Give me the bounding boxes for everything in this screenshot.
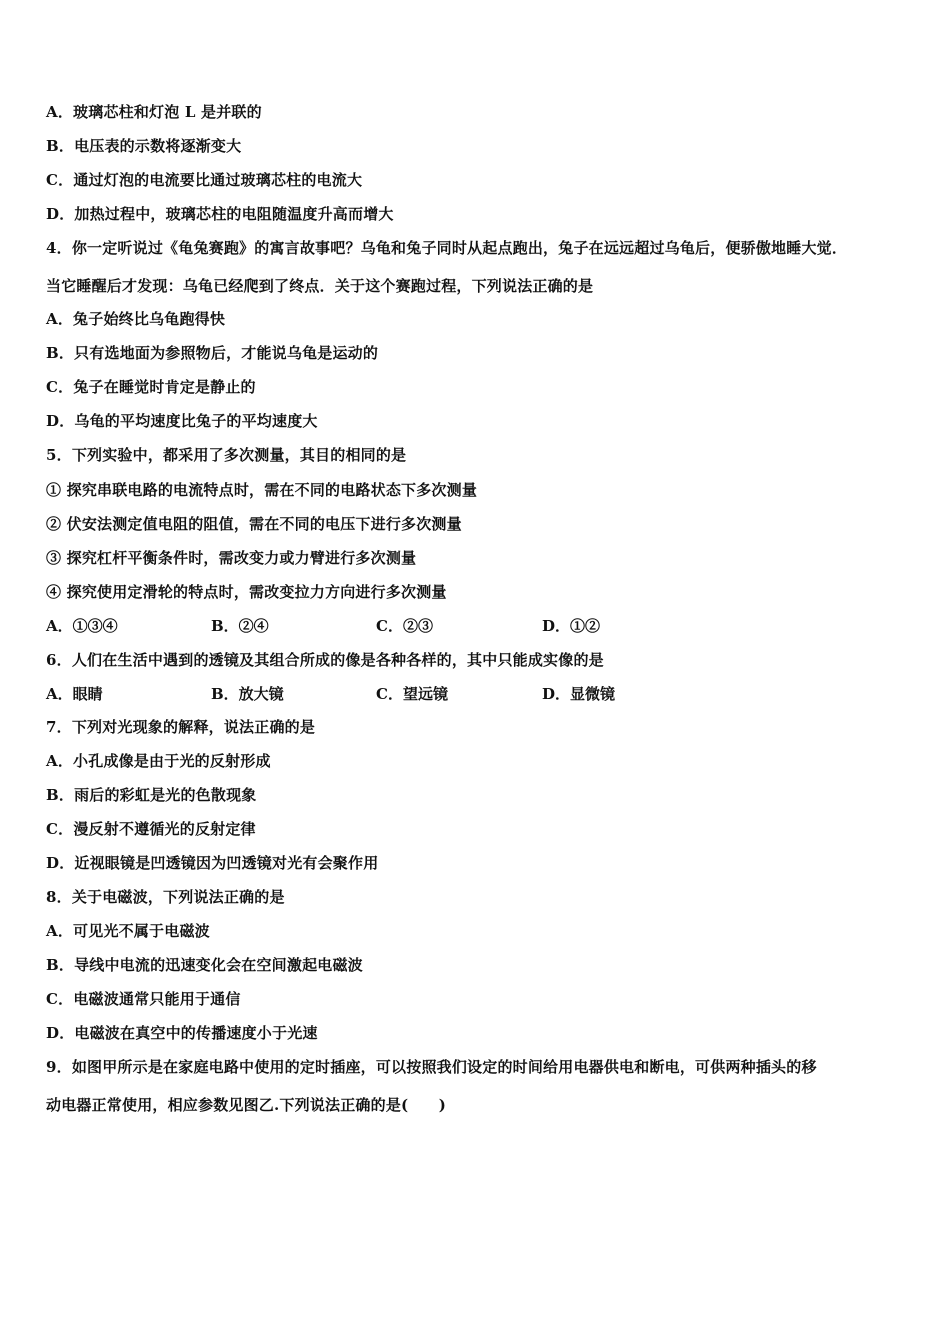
q6-option-c: C．望远镜 xyxy=(376,685,448,703)
q3-option-c: C．通过灯泡的电流要比通过玻璃芯柱的电流大 xyxy=(46,171,363,189)
q6-option-a: A．眼睛 xyxy=(46,685,103,703)
q6-option-b: B．放大镜 xyxy=(211,685,284,703)
q4-option-a: A．兔子始终比乌龟跑得快 xyxy=(46,310,226,328)
q5-option-a: A．①③④ xyxy=(46,617,118,635)
q5-option-c: C．②③ xyxy=(376,617,433,635)
q6-stem: 6．人们在生活中遇到的透镜及其组合所成的像是各种各样的，其中只能成实像的是 xyxy=(46,651,604,669)
q5-item-4: ④ 探究使用定滑轮的特点时，需改变拉力方向进行多次测量 xyxy=(46,583,447,601)
q3-option-b: B．电压表的示数将逐渐变大 xyxy=(46,137,242,155)
q9-stem-line-2: 动电器正常使用，相应参数见图乙.下列说法正确的是( ) xyxy=(46,1096,447,1114)
q4-option-d: D．乌龟的平均速度比兔子的平均速度大 xyxy=(46,412,318,430)
q8-stem: 8．关于电磁波，下列说法正确的是 xyxy=(46,888,285,906)
q7-option-b: B．雨后的彩虹是光的色散现象 xyxy=(46,786,257,804)
q4-option-b: B．只有选地面为参照物后，才能说乌龟是运动的 xyxy=(46,344,379,362)
q5-stem: 5．下列实验中，都采用了多次测量，其目的相同的是 xyxy=(46,446,407,464)
q7-stem: 7．下列对光现象的解释，说法正确的是 xyxy=(46,718,316,736)
q9-stem-line-1: 9．如图甲所示是在家庭电路中使用的定时插座，可以按照我们设定的时间给用电器供电和断电，可供两种插头的移 xyxy=(46,1058,817,1076)
q8-option-a: A．可见光不属于电磁波 xyxy=(46,922,210,940)
q6-option-d: D．显微镜 xyxy=(542,685,616,703)
q5-item-2: ② 伏安法测定值电阻的阻值，需在不同的电压下进行多次测量 xyxy=(46,515,462,533)
q4-option-c: C．兔子在睡觉时肯定是静止的 xyxy=(46,378,256,396)
q7-option-d: D．近视眼镜是凹透镜因为凹透镜对光有会聚作用 xyxy=(46,854,379,872)
q5-option-d: D．①② xyxy=(542,617,601,635)
q5-option-b: B．②④ xyxy=(211,617,269,635)
q3-option-d: D．加热过程中，玻璃芯柱的电阻随温度升高而增大 xyxy=(46,205,394,223)
q7-option-a: A．小孔成像是由于光的反射形成 xyxy=(46,752,271,770)
q5-item-1: ① 探究串联电路的电流特点时，需在不同的电路状态下多次测量 xyxy=(46,481,478,499)
q8-option-d: D．电磁波在真空中的传播速度小于光速 xyxy=(46,1024,318,1042)
q4-stem-line-1: 4．你一定听说过《龟兔赛跑》的寓言故事吧？乌龟和兔子同时从起点跑出，兔子在远远超过乌龟后，便骄傲地睡大觉． xyxy=(46,239,848,257)
q7-option-c: C．漫反射不遵循光的反射定律 xyxy=(46,820,256,838)
q8-option-b: B．导线中电流的迅速变化会在空间激起电磁波 xyxy=(46,956,363,974)
q4-stem-line-2: 当它睡醒后才发现：乌龟已经爬到了终点．关于这个赛跑过程，下列说法正确的是 xyxy=(46,277,594,295)
q3-option-a: A．玻璃芯柱和灯泡 L 是并联的 xyxy=(46,103,262,121)
q5-item-3: ③ 探究杠杆平衡条件时，需改变力或力臂进行多次测量 xyxy=(46,549,417,567)
q8-option-c: C．电磁波通常只能用于通信 xyxy=(46,990,241,1008)
